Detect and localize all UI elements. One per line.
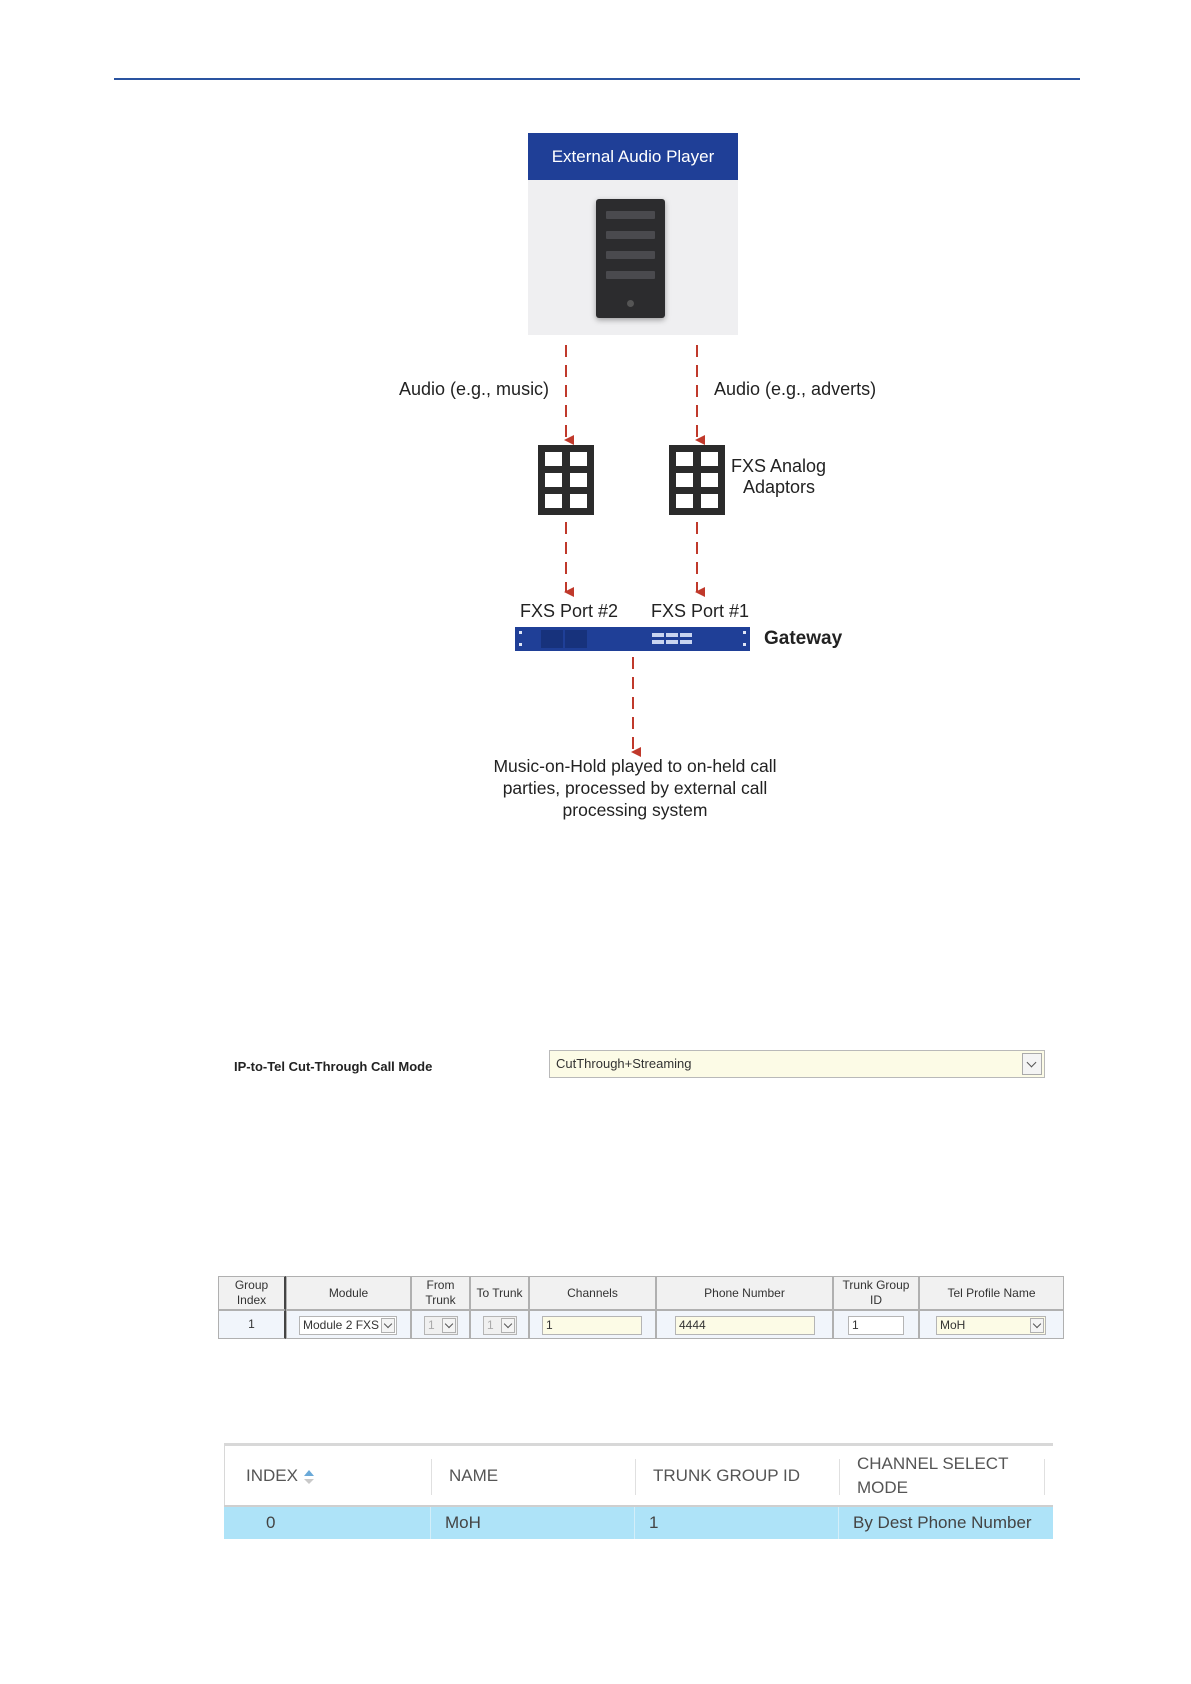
row-channel-select-mode: By Dest Phone Number <box>853 1513 1032 1532</box>
col-header-trunk-group-id[interactable]: TRUNK GROUP ID <box>653 1466 801 1485</box>
cell-trunk-group-id <box>833 1310 919 1339</box>
row-index: 0 <box>266 1513 276 1532</box>
row-trunk-group-id: 1 <box>649 1513 659 1532</box>
gateway-device-icon <box>515 627 750 651</box>
to-trunk-select[interactable]: 1 <box>483 1316 517 1335</box>
external-audio-player-title: External Audio Player <box>528 133 738 180</box>
fxs-adaptor-icon-right <box>669 445 725 515</box>
chevron-down-icon[interactable] <box>442 1318 456 1333</box>
cell-channels <box>529 1310 656 1339</box>
gateway-label: Gateway <box>764 628 843 649</box>
caption-line: processing system <box>562 800 708 820</box>
chevron-down-icon[interactable] <box>381 1318 395 1333</box>
fxs-adaptors-label-line1: FXS Analog <box>731 456 827 476</box>
audio-adverts-label: Audio (e.g., adverts) <box>714 379 877 399</box>
chevron-down-icon[interactable] <box>1030 1318 1044 1333</box>
phone-number-input[interactable]: 4444 <box>675 1316 815 1335</box>
module-select[interactable]: Module 2 FXS <box>299 1316 397 1335</box>
cell-phone-number <box>656 1310 833 1339</box>
from-trunk-select[interactable]: 1 <box>424 1316 458 1335</box>
tel-profile-select[interactable]: MoH <box>936 1316 1046 1335</box>
audio-music-label: Audio (e.g., music) <box>399 379 550 399</box>
col-header-name[interactable]: NAME <box>449 1466 499 1485</box>
cell-tel-profile-name <box>919 1310 1064 1339</box>
trunk-group-id-input[interactable]: 1 <box>848 1316 904 1335</box>
cut-through-mode-label: IP-to-Tel Cut-Through Call Mode <box>234 1059 433 1074</box>
fxs-port1-label: FXS Port #1 <box>651 601 750 621</box>
sort-descending-icon <box>304 1479 314 1484</box>
cell-module <box>286 1310 411 1339</box>
trunk-group-table <box>218 1276 1064 1339</box>
header-channels: Channels <box>529 1276 656 1310</box>
sort-ascending-icon <box>304 1470 314 1476</box>
header-trunk-group-id: Trunk Group ID <box>833 1276 919 1310</box>
header-group-index: Group Index <box>218 1276 286 1310</box>
trunk-group-settings-table <box>224 1443 1053 1539</box>
fxs-adaptors-label-line2: Adaptors <box>743 477 816 497</box>
caption-line: parties, processed by external call <box>502 778 768 798</box>
cell-to-trunk <box>470 1310 529 1339</box>
fxs-adaptor-icon-left <box>538 445 594 515</box>
header-tel-profile-name: Tel Profile Name <box>919 1276 1064 1310</box>
caption-line: Music-on-Hold played to on-held call <box>493 756 777 776</box>
cell-group-index: 1 <box>218 1310 286 1339</box>
header-phone-number: Phone Number <box>656 1276 833 1310</box>
cell-from-trunk <box>411 1310 470 1339</box>
cut-through-mode-select[interactable] <box>549 1050 1045 1078</box>
header-module: Module <box>286 1276 411 1310</box>
moh-caption <box>460 755 810 821</box>
channels-input[interactable]: 1 <box>542 1316 642 1335</box>
chevron-down-icon[interactable] <box>501 1318 515 1333</box>
header-from-trunk: From Trunk <box>411 1276 470 1310</box>
chevron-down-icon[interactable] <box>1022 1053 1042 1075</box>
row-name: MoH <box>445 1513 481 1532</box>
col-header-index[interactable]: INDEX <box>246 1446 324 1506</box>
cut-through-mode-value: CutThrough+Streaming <box>556 1056 692 1071</box>
col-header-channel-select-mode[interactable]: CHANNEL SELECT MODE <box>857 1454 1009 1497</box>
header-to-trunk: To Trunk <box>470 1276 529 1310</box>
fxs-port2-label: FXS Port #2 <box>520 601 619 621</box>
